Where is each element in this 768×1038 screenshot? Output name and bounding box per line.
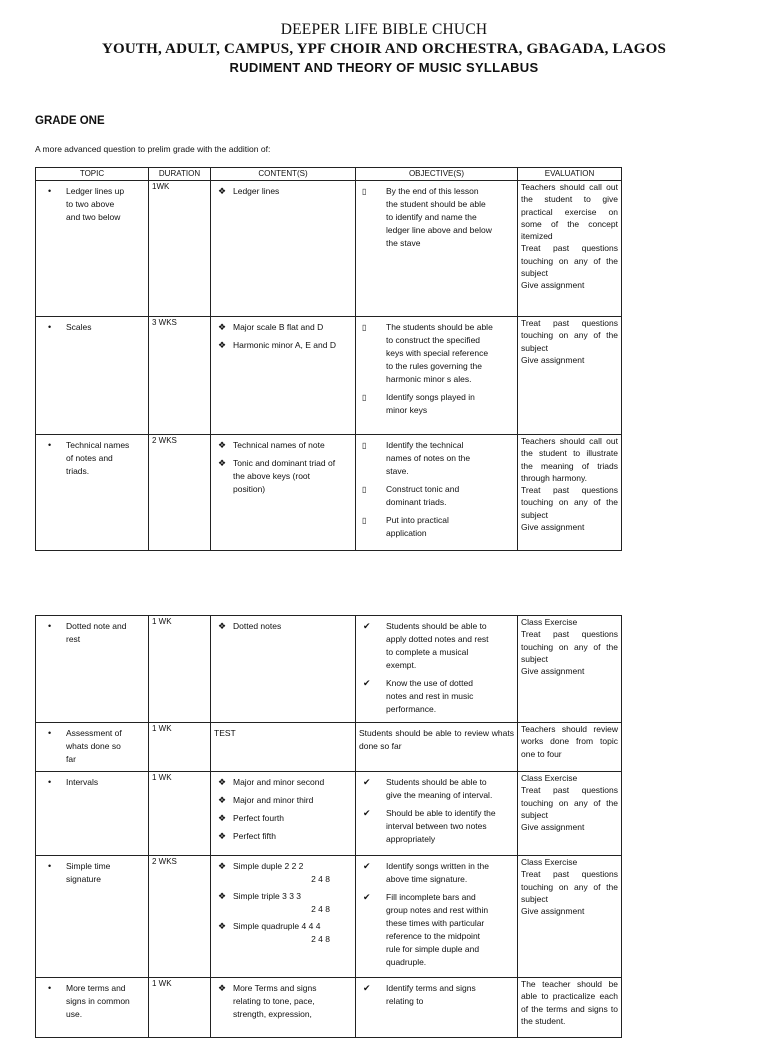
list-item [359,321,514,386]
topic-text: Dotted note and rest [66,621,127,644]
list-item [359,860,514,886]
bullet-list [39,860,145,886]
list-item-text: Major and minor third [233,795,314,805]
checkmark-icon: ✔ [363,678,371,688]
table-row [36,317,622,435]
table-row [36,723,622,772]
objective-cell [356,978,518,1038]
duration-cell: 1 WK [149,723,211,772]
diamond-bullet-icon: ❖ [218,861,227,871]
list-item [214,860,352,886]
list-item-text: Major and minor second [233,777,325,787]
bullet-dot-icon: • [48,322,52,332]
bullet-list [359,185,514,250]
grade-heading: GRADE ONE [35,115,105,127]
time-signature-lower: 2 4 8 [311,904,330,914]
bullet-list [359,860,514,969]
content-cell [211,978,356,1038]
evaluation-cell [518,856,622,978]
bullet-list [39,620,145,646]
diamond-bullet-icon: ❖ [218,440,227,450]
list-item-text: Should be able to identify the interval between two notes appropriately [386,808,496,844]
time-signature-lower: 2 4 8 [311,874,330,884]
evaluation-text: Teachers should call out the student to illustrate the meaning of triads through harmony. Treat past questions touching on any of the subject Give assignment [521,436,618,533]
table-row [36,978,622,1038]
list-item-text: Perfect fifth [233,831,276,841]
evaluation-text: Class Exercise Treat past questions touching on any of the subject Give assignment [521,773,618,833]
bullet-list [214,620,352,633]
topic-cell [36,616,149,723]
diamond-bullet-icon: ❖ [218,186,227,196]
objective-cell [356,435,518,551]
bullet-dot-icon: • [48,621,52,631]
bullet-dot-icon: • [48,440,52,450]
duration-cell: 1 WK [149,772,211,856]
list-item [359,185,514,250]
list-item [214,185,352,198]
topic-cell [36,181,149,317]
objective-cell [356,181,518,317]
content-cell [211,856,356,978]
list-item-text: Harmonic minor A, E and D [233,340,336,350]
table-row [36,435,622,551]
diamond-bullet-icon: ❖ [218,983,227,993]
topic-text: Intervals [66,777,99,787]
list-item [359,514,514,540]
topic-text: Assessment of whats done so far [66,728,122,764]
checkmark-icon: ✔ [363,777,371,787]
diamond-bullet-icon: ❖ [218,340,227,350]
list-item [214,982,352,1021]
bullet-dot-icon: • [48,983,52,993]
list-item [359,620,514,672]
diamond-bullet-icon: ❖ [218,891,227,901]
list-item-text: Perfect fourth [233,813,285,823]
list-item [39,185,145,224]
list-item [39,321,145,334]
list-item-text: Students should be able to give the meaning of interval. [386,777,493,800]
content-cell [211,435,356,551]
choir-title: YOUTH, ADULT, CAMPUS, YPF CHOIR AND ORCHESTRA, GBAGADA, LAGOS [101,41,667,57]
missing-glyph-box-icon: ▯ [362,187,367,196]
bullet-list [39,727,145,766]
list-item [359,891,514,969]
checkmark-icon: ✔ [363,861,371,871]
list-item [39,439,145,478]
list-item [214,830,352,843]
evaluation-cell [518,978,622,1038]
list-item [359,391,514,417]
bullet-dot-icon: • [48,728,52,738]
column-header: DURATION [149,168,211,181]
list-item [39,776,145,789]
list-item [214,339,352,352]
bullet-list [214,321,352,352]
diamond-bullet-icon: ❖ [218,777,227,787]
checkmark-icon: ✔ [363,892,371,902]
topic-text: Simple time signature [66,861,111,884]
duration-cell: 2 WKS [149,856,211,978]
bullet-list [359,620,514,716]
evaluation-text: Treat past questions touching on any of the subject Give assignment [521,318,618,365]
missing-glyph-box-icon: ▯ [362,441,367,450]
content-cell [211,181,356,317]
topic-cell [36,723,149,772]
column-header: OBJECTIVE(S) [356,168,518,181]
topic-cell [36,978,149,1038]
objective-cell [356,723,518,772]
time-signature-label: Simple duple 2 2 2 [233,861,304,871]
list-item-text: Identify terms and signs relating to [386,983,476,1006]
list-item [214,457,352,496]
content-cell [211,772,356,856]
bullet-dot-icon: • [48,186,52,196]
list-item [39,620,145,646]
bullet-list [39,982,145,1021]
syllabus-table-top [35,167,622,551]
diamond-bullet-icon: ❖ [218,322,227,332]
topic-text: Ledger lines up to two above and two below [66,186,125,222]
content-cell [211,723,356,772]
evaluation-text: Class Exercise Treat past questions touching on any of the subject Give assignment [521,617,618,677]
objective-text: Students should be able to review whats done so far [359,728,514,751]
bullet-list [214,776,352,843]
topic-cell [36,856,149,978]
evaluation-text: Teachers should call out the student to give practical exercise on some of the concept itemized Treat past questions touching on any of the subject Give assignment [521,182,618,291]
time-signature-label: Simple triple 3 3 3 [233,891,302,901]
evaluation-cell [518,772,622,856]
objective-cell [356,616,518,723]
topic-text: More terms and signs in common use. [66,983,130,1019]
list-item [39,982,145,1021]
duration-cell: 1 WK [149,616,211,723]
list-item-text: Know the use of dotted notes and rest in music performance. [386,678,474,714]
list-item-text: Identify songs written in the above time signature. [386,861,490,884]
list-item-text: Students should be able to apply dotted notes and rest to complete a musical exempt. [386,621,489,670]
bullet-list [214,439,352,496]
list-item [214,794,352,807]
bullet-dot-icon: • [48,777,52,787]
list-item-text: Ledger lines [233,186,280,196]
church-title: DEEPER LIFE BIBLE CHUCH [280,21,488,38]
evaluation-text: Teachers should review works done from topic one to four [521,724,618,759]
objective-cell [356,856,518,978]
list-item [214,890,352,916]
list-item [214,776,352,789]
list-item [39,860,145,886]
list-item-text: Identify the technical names of notes on the stave. [386,440,471,476]
bullet-list [214,185,352,198]
objective-cell [356,317,518,435]
content-cell [211,616,356,723]
list-item [359,483,514,509]
topic-cell [36,317,149,435]
table-row [36,181,622,317]
table-row [36,772,622,856]
evaluation-cell [518,723,622,772]
time-signature-label: Simple quadruple 4 4 4 [233,921,321,931]
missing-glyph-box-icon: ▯ [362,485,367,494]
list-item-text: Put into practical application [386,515,449,538]
intro-text: A more advanced question to prelim grade with the addition of: [35,144,271,154]
list-item-text: Tonic and dominant triad of the above keys (root position) [233,458,336,494]
missing-glyph-box-icon: ▯ [362,323,367,332]
list-item-text: Major scale B flat and D [233,322,324,332]
list-item [359,807,514,846]
column-header: TOPIC [36,168,149,181]
evaluation-cell [518,616,622,723]
time-signature-lower: 2 4 8 [311,934,330,944]
evaluation-text: Class Exercise Treat past questions touching on any of the subject Give assignment [521,857,618,917]
duration-cell: 2 WKS [149,435,211,551]
list-item [39,727,145,766]
missing-glyph-box-icon: ▯ [362,393,367,402]
list-item [359,677,514,716]
syllabus-table-bottom [35,615,622,1038]
diamond-bullet-icon: ❖ [218,458,227,468]
list-item [359,982,514,1008]
diamond-bullet-icon: ❖ [218,621,227,631]
bullet-list [359,321,514,417]
list-item-text: Construct tonic and dominant triads. [386,484,460,507]
list-item-text: The students should be able to construct the specified keys with special reference to the rules governing the harmonic minor s ales. [386,322,493,384]
list-item-text: Fill incomplete bars and group notes and rest within these times with particular reference to the midpoint rule for simple duple and quadruple. [386,892,489,967]
list-item-text: Technical names of note [233,440,325,450]
list-item [214,321,352,334]
bullet-list [39,321,145,334]
checkmark-icon: ✔ [363,808,371,818]
list-item [214,920,352,946]
bullet-dot-icon: • [48,861,52,871]
table-row [36,856,622,978]
bullet-list [214,982,352,1021]
topic-cell [36,435,149,551]
checkmark-icon: ✔ [363,983,371,993]
list-item [214,812,352,825]
bullet-list [39,439,145,478]
list-item [359,776,514,802]
list-item-text: Dotted notes [233,621,282,631]
missing-glyph-box-icon: ▯ [362,516,367,525]
evaluation-cell [518,435,622,551]
table-header-row [36,168,622,181]
syllabus-title: RUDIMENT AND THEORY OF MUSIC SYLLABUS [229,60,539,75]
list-item-text: Identify songs played in minor keys [386,392,475,415]
bullet-list [359,439,514,540]
bullet-list [39,185,145,224]
content-cell [211,317,356,435]
topic-text: Scales [66,322,92,332]
objective-cell [356,772,518,856]
content-text: TEST [214,728,236,738]
diamond-bullet-icon: ❖ [218,813,227,823]
list-item [359,439,514,478]
diamond-bullet-icon: ❖ [218,795,227,805]
topic-cell [36,772,149,856]
table-row [36,616,622,723]
bullet-list [214,860,352,946]
list-item-text: By the end of this lesson the student should be able to identify and name the ledger line above and below the stave [386,186,492,248]
column-header: CONTENT(S) [211,168,356,181]
topic-text: Technical names of notes and triads. [66,440,130,476]
duration-cell: 1WK [149,181,211,317]
list-item [214,439,352,452]
duration-cell: 3 WKS [149,317,211,435]
evaluation-cell [518,317,622,435]
bullet-list [39,776,145,789]
list-item-text: More Terms and signs relating to tone, pace, strength, expression, [233,983,317,1019]
evaluation-text: The teacher should be able to practicalize each of the terms and signs to the student. [521,979,618,1026]
list-item [214,620,352,633]
bullet-list [359,982,514,1008]
evaluation-cell [518,181,622,317]
diamond-bullet-icon: ❖ [218,831,227,841]
checkmark-icon: ✔ [363,621,371,631]
diamond-bullet-icon: ❖ [218,921,227,931]
bullet-list [359,776,514,846]
duration-cell: 1 WK [149,978,211,1038]
column-header: EVALUATION [518,168,622,181]
